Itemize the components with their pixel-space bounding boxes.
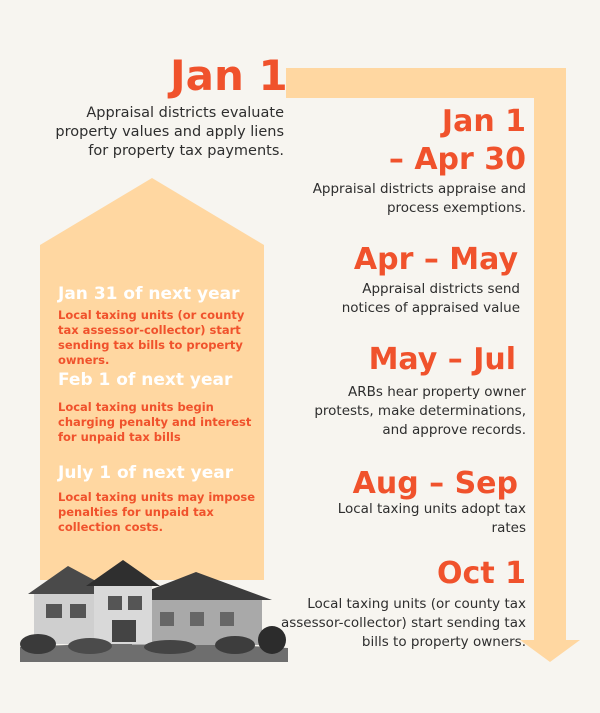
- desc-july-1-next-year: Local taxing units may impose penalties for unpaid tax collection costs.: [58, 490, 256, 534]
- date-jan-31-next-year: Jan 31 of next year: [58, 284, 240, 304]
- date-jan-1: Jan 1: [170, 51, 288, 100]
- desc-feb-1-next-year: Local taxing units begin charging penalty and interest for unpaid tax bills: [58, 400, 252, 444]
- desc-may-jul: ARBs hear property owner protests, make determinations, and approve records.: [314, 384, 526, 438]
- date-may-jul: May – Jul: [368, 342, 516, 377]
- desc-aug-sep: Local taxing units adopt tax rates: [337, 501, 526, 536]
- desc-jan-1: Appraisal districts evaluate property values and apply liens for property tax payments.: [55, 105, 284, 159]
- date-july-1-next-year: July 1 of next year: [58, 463, 234, 483]
- house-photo-icon: [20, 552, 288, 662]
- date-aug-sep: Aug – Sep: [352, 466, 518, 501]
- date-jan1-line2: – Apr 30: [388, 142, 526, 177]
- desc-apr-may: Appraisal districts send notices of appraised value: [341, 281, 520, 316]
- desc-jan-31-next-year: Local taxing units (or county tax assessor-collector) start sending tax bills to property owners.: [58, 308, 245, 367]
- date-oct-1: Oct 1: [437, 556, 526, 591]
- date-apr-may: Apr – May: [353, 242, 518, 277]
- date-jan1-line1: Jan 1: [441, 104, 526, 139]
- date-feb-1-next-year: Feb 1 of next year: [58, 370, 233, 390]
- desc-jan1-apr30: Appraisal districts appraise and process exemptions.: [312, 181, 526, 216]
- desc-oct-1: Local taxing units (or county tax assessor-collector) start sending tax bills to property owners.: [280, 596, 526, 650]
